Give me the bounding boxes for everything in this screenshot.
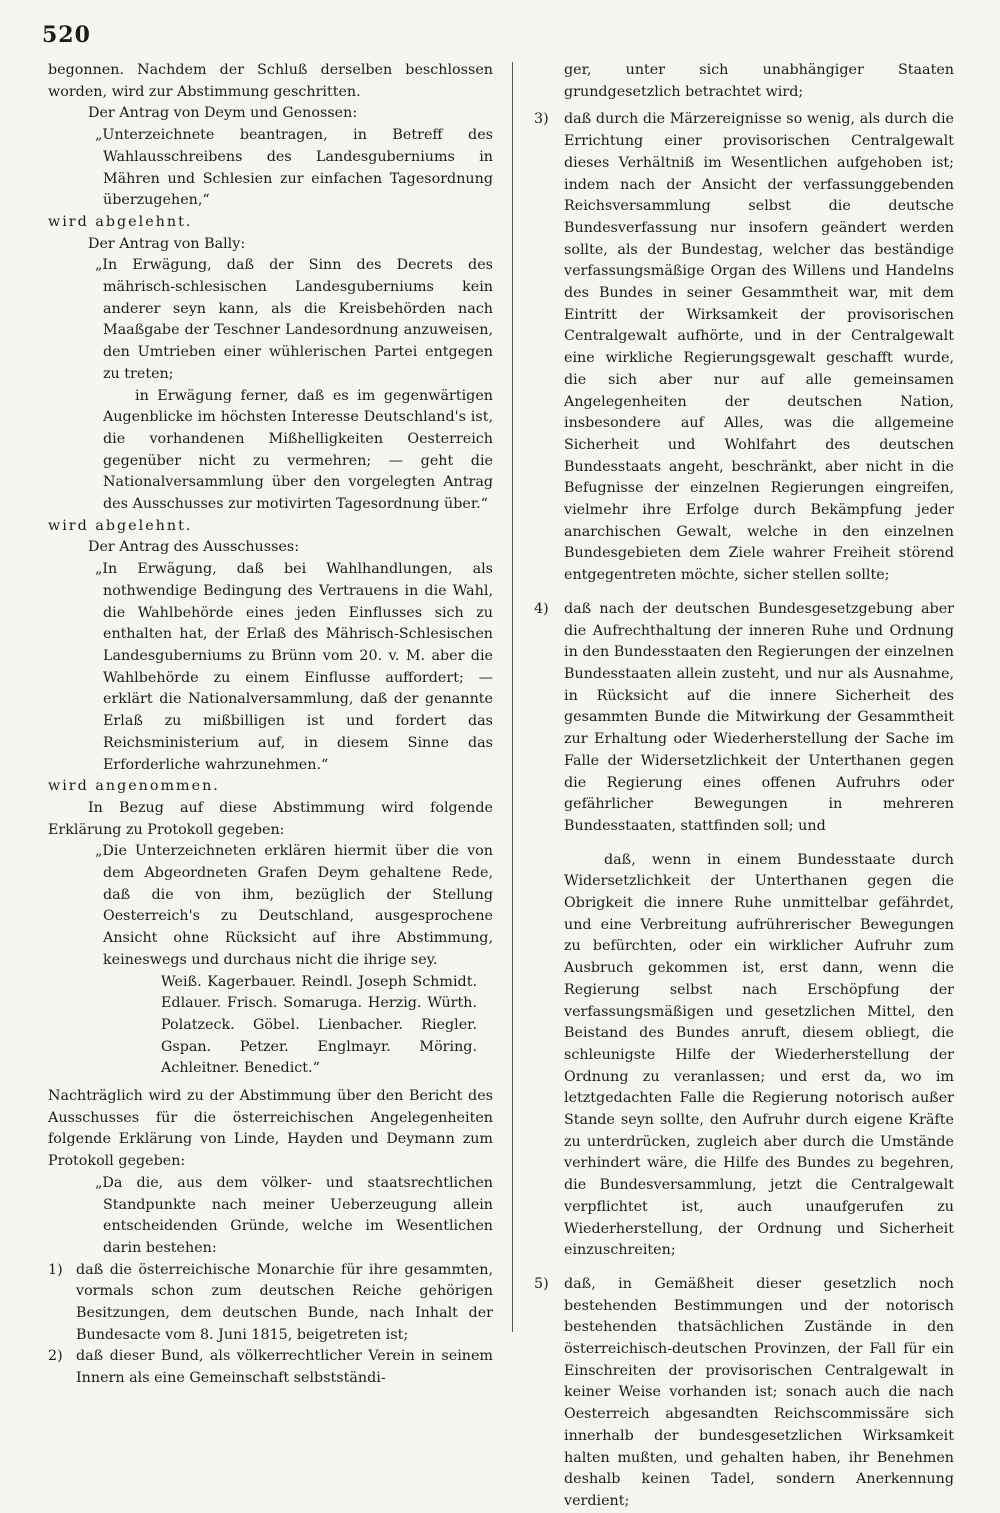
paragraph: Der Antrag des Ausschusses: (88, 539, 300, 556)
list-item (48, 1346, 493, 1389)
quote: „In Erwägung, daß bei Wahlhandlungen, als nothwendige Bedingung des Vertrauens in die Wahl, die Wahlbehörde eines jeden Einflusses sich zu enthalten hat, der Erlaß des Mährisch-Schlesischen Landesguberniums zu Brünn vom 20. v. M. aber die Wahlbehörde zu einem Einflusse auffordert; — erklärt die Nationalversammlung, daß der genannte Erlaß zu mißbilligen ist und fordert das Reichsministerium auf, in diesem Sinne das Erforderliche wahrzunehmen.“ (95, 561, 493, 773)
list-text: daß die österreichische Monarchie für ihre gesammten, vormals schon zum deutschen Reiche gehörigen Besitzungen, dem deutschen Bunde, nach Inhalt der Bundesacte vom 8. Juni 1815, beigetreten ist; (76, 1261, 493, 1343)
left-column (48, 60, 493, 1390)
page-number: 520 (42, 22, 91, 48)
list-item (534, 599, 954, 838)
quote: „In Erwägung, daß der Sinn des Decrets des mährisch-schlesischen Landesguberniums kein anderer seyn kann, als die Kreisbehörden nach Maaßgabe der Teschner Landesordnung anzuweisen, den Umtrieben einer wühlerischen Partei entgegen zu treten; (95, 257, 493, 382)
right-column (534, 60, 954, 1513)
paragraph: Der Antrag von Bally: (88, 235, 246, 252)
result-line: wird angenommen. (48, 778, 220, 795)
result-line: wird abgelehnt. (48, 517, 193, 534)
quote: „Die Unterzeichneten erklären hiermit über die von dem Abgeordneten Grafen Deym gehaltene Rede, daß die von ihm, bezüglich der Stellung Oesterreich's zu Deutschland, ausgesprochene Ansicht ohne Rücksicht auf ihre Abstimmung, keineswegs und durchaus nicht die ihrige sey. (95, 843, 493, 968)
list-number: 3) (534, 111, 549, 128)
paragraph: In Bezug auf diese Abstimmung wird folgende Erklärung zu Protokoll gegeben: (48, 799, 493, 838)
column-divider (512, 62, 513, 1332)
paragraph: ger, unter sich unabhängiger Staaten grundgesetzlich betrachtet wird; (564, 62, 954, 100)
list-text: daß dieser Bund, als völkerrechtlicher Verein in seinem Innern als eine Gemeinschaft selbstständi- (76, 1348, 493, 1387)
list-text: daß nach der deutschen Bundesgesetzgebung aber die Aufrechthaltung der inneren Ruhe und Ordnung in den Bundesstaaten den Regierungen der einzelnen Bundesstaaten allein zusteht, und nur als Ausnahme, in Rücksicht auf die innere Sicherheit des gesammten Bunde die Mitwirkung der Gesammtheit zur Erhaltung oder Wiederherstellung der Sache im Falle der Widersetzlichkeit der Unterthanen gegen die Regierung eines offenen Aufruhrs oder gefährlicher Bewegungen in mehreren Bundesstaaten, stattfinden soll; und (564, 600, 954, 834)
paragraph: daß, wenn in einem Bundesstaate durch Widersetzlichkeit der Unterthanen gegen die Obrigkeit die innere Ruhe unmittelbar gefährdet, und eine Verbreitung aufrührerischer Bewegungen zu befürchten, oder ein wirklicher Aufruhr zum Ausbruch gekommen ist, erst dann, wenn die Regierung selbst nach Erschöpfung der verfassungsmäßigen und gesetzlichen Mittel, den Beistand des Bundes anruft, diesem obliegt, die schleunigste Hilfe der Wiederherstellung der Ordnung zu veranlassen; und erst da, wo im letztgedachten Falle die Regierung notorisch außer Stande seyn sollte, den Aufruhr durch eigene Kräfte zu unterdrücken, zugleich aber durch die Umstände verhindert wäre, die Hilfe des Bundes zu begehren, die Bundesversammlung, jetzt die Centralgewalt verpflichtet ist, auch unaufgerufen zu Wiederherstellung, der Ordnung und Sicherheit einzuschreiten; (564, 851, 954, 1259)
list-item (48, 1260, 493, 1347)
list-text: daß durch die Märzereignisse so wenig, als durch die Errichtung einer provisorischen Centralgewalt dieses Verhältniß im Wesentlichen aufgehoben ist; indem nach der Ansicht der verfassunggebenden Reichsversammlung selbst die deutsche Bundesverfassung nur insofern geändert werden sollte, als der Bundestag, welcher das beständige verfassungsmäßige Organ des Willens und Handelns des Bundes in seiner Gesammtheit war, mit dem Eintritt der Wirksamkeit der provisorischen Centralgewalt aufhörte, und in der Centralgewalt eine wirkliche Regierungsgewalt geschafft wurde, die sich aber nur auf alle gemeinsamen Angelegenheiten der deutschen Nation, insbesondere auf Alles, was die allgemeine Sicherheit und Wohlfahrt des deutschen Bundesstaats angeht, beschränkt, aber nicht in die Befugnisse der einzelnen Regierungen eingreifen, vielmehr ihre Erfolge durch Bekämpfung jeder anarchischen Gewalt, welche in den einzelnen Bundesgebieten dem Ziele wahrer Freiheit störend entgegentreten möchte, sicher stellen sollte; (564, 111, 954, 584)
paragraph: Der Antrag von Deym und Genossen: (88, 105, 358, 122)
quote: „Da die, aus dem völker- und staatsrechtlichen Standpunkte nach meiner Ueberzeugung allein entscheidenden Gründe, welche im Wesentlichen darin bestehen: (95, 1174, 493, 1256)
list-item (534, 1274, 954, 1513)
quote: „Unterzeichnete beantragen, in Betreff des Wahlausschreibens des Landesguberniums in Mähren und Schlesien zur einfachen Tagesordnung überzugehen,“ (95, 127, 493, 209)
quote: in Erwägung ferner, daß es im gegenwärtigen Augenblicke im höchsten Interesse Deutschland's ist, die vorhandenen Mißhelligkeiten Oesterreich gegenüber nicht zu vermehren; — geht die Nationalversammlung über den vorgelegten Antrag des Ausschusses zur motivirten Tagesordnung über.“ (103, 387, 493, 513)
paragraph: begonnen. Nachdem der Schluß derselben beschlossen worden, wird zur Abstimmung geschritten. (48, 62, 493, 100)
paragraph: Nachträglich wird zu der Abstimmung über den Bericht des Ausschusses für die österreichischen Angelegenheiten folgende Erklärung von Linde, Hayden und Deymann zum Protokoll gegeben: (48, 1088, 493, 1170)
list-number: 5) (534, 1275, 549, 1292)
signatories: Weiß. Kagerbauer. Reindl. Joseph Schmidt. Edlauer. Frisch. Somaruga. Herzig. Würth. Polatzeck. Göbel. Lienbacher. Riegler. Gspan. Petzer. Englmayr. Möring. Achleitner. Benedict.“ (161, 973, 477, 1077)
list-number: 1) (48, 1261, 63, 1278)
list-text: daß, in Gemäßheit dieser gesetzlich noch bestehenden Bestimmungen und der notorisch bestehenden thatsächlichen Zustände in den österreichisch-deutschen Provinzen, der Fall für ein Einschreiten der provisorischen Centralgewalt in keiner Weise vorhanden ist; sonach auch die nach Oesterreich abgesandten Reichscommissäre sich innerhalb der bundesgesetzlichen Wirksamkeit halten mußten, und gehalten haben, ihr Benehmen deshalb keinen Tadel, sondern Anerkennung verdient; (564, 1275, 954, 1509)
list-number: 4) (534, 600, 549, 617)
result-line: wird abgelehnt. (48, 213, 193, 230)
list-item (534, 109, 954, 586)
list-number: 2) (48, 1348, 63, 1365)
